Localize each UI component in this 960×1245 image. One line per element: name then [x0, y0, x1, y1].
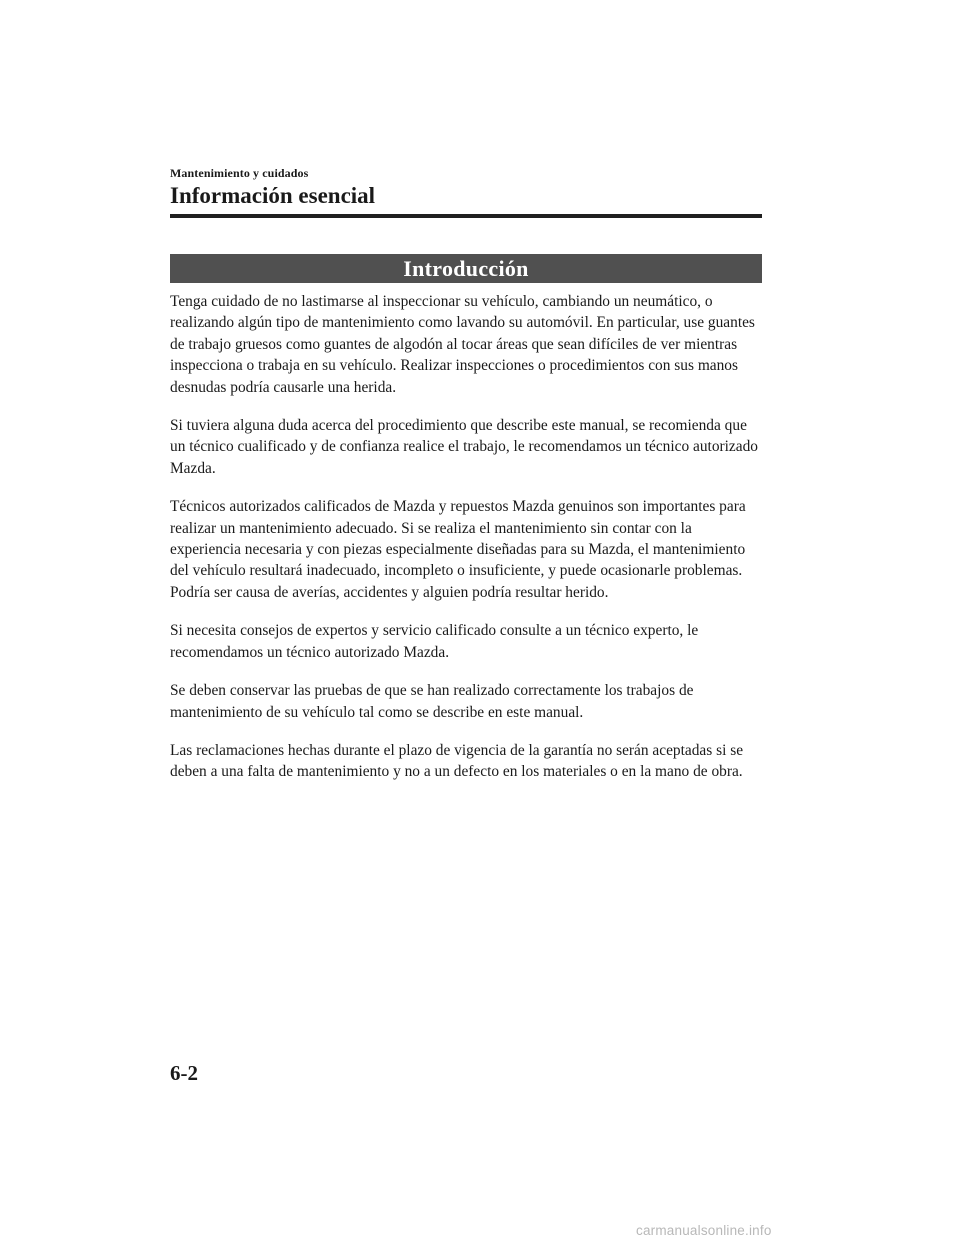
- page-number: 6-2: [170, 1061, 198, 1085]
- paragraph: Las reclamaciones hechas durante el plazo de vigencia de la garantía no serán aceptadas si se deben a una falta de mantenimiento y no a un defecto en los materiales o en la mano de obra.: [170, 741, 744, 781]
- section-banner: Introducción: [170, 254, 762, 283]
- chapter-label: Mantenimiento y cuidados: [170, 166, 309, 180]
- paragraph: Se deben conservar las pruebas de que se han realizado correctamente los trabajos de mantenimiento de su vehículo tal como se describe en este manual.: [170, 682, 694, 721]
- title-rule: [170, 214, 762, 218]
- section-title: Información esencial: [170, 183, 376, 208]
- paragraph: Si tuviera alguna duda acerca del procedimiento que describe este manual, se recomienda que un técnico cualificado y de confianza realice el trabajo, le recomendamos un técnico autorizado Mazda.: [170, 417, 758, 477]
- body-text: [170, 291, 762, 800]
- paragraph: Si necesita consejos de expertos y servicio calificado consulte a un técnico experto, le recomendamos un técnico autorizado Mazda.: [170, 622, 699, 661]
- paragraph: Tenga cuidado de no lastimarse al inspeccionar su vehículo, cambiando un neumático, o realizando algún tipo de mantenimiento como lavando su automóvil. En particular, use guantes de trabajo gruesos como guantes de algodón al tocar áreas que sean difíciles de ver mientras inspecciona o trabaja en su vehículo. Realizar inspecciones o procedimientos con sus manos desnudas podría causarle una herida.: [170, 293, 755, 396]
- watermark: carmanualsonline.info: [636, 1223, 772, 1238]
- paragraph: Técnicos autorizados calificados de Mazda y repuestos Mazda genuinos son importantes para realizar un mantenimiento adecuado. Si se realiza el mantenimiento sin contar con la experiencia necesaria y con piezas especialmente diseñadas para su Mazda, el mantenimiento del vehículo resultará inadecuado, incompleto o insuficiente, y puede ocasionarle problemas. Podría ser causa de averías, accidentes y alguien podría resultar herido.: [170, 498, 746, 601]
